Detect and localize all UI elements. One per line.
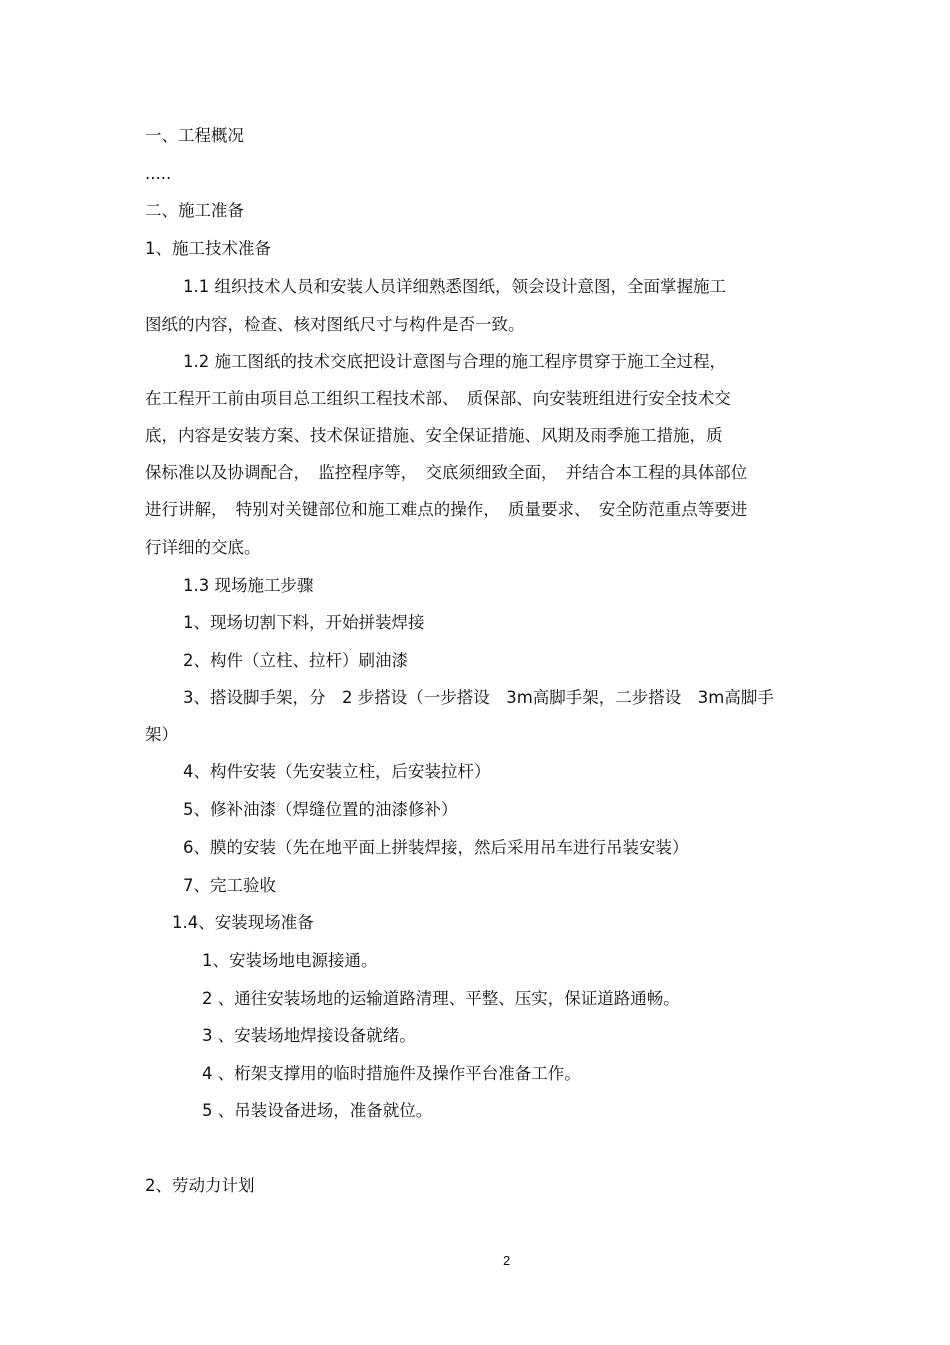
page-number: 2 — [503, 1253, 511, 1268]
ellipsis-placeholder: ..... — [145, 164, 172, 183]
step-item: 6、膜的安装（先在地平面上拼装焊接，然后采用吊车进行吊装安装） — [183, 838, 689, 857]
paragraph-line: 行详细的交底。 — [145, 538, 261, 557]
step-item: 3、搭设脚手架，分 2 步搭设（一步搭设 3m高脚手架，二步搭设 3m高脚手 — [183, 688, 774, 707]
step-item: 1、现场切割下料，开始拼装焊接 — [183, 613, 425, 632]
step-item: 4、构件安装（先安装立柱，后安装拉杆） — [183, 762, 491, 781]
list-item: 3 、安装场地焊接设备就绪。 — [202, 1026, 416, 1045]
step-item: 架） — [145, 725, 178, 744]
paragraph-line: 图纸的内容，检查、核对图纸尺寸与构件是否一致。 — [145, 315, 525, 334]
paragraph-line: 进行讲解， 特别对关键部位和施工难点的操作， 质量要求、 安全防范重点等要进 — [145, 500, 748, 519]
paragraph-line: 底，内容是安装方案、技术保证措施、安全保证措施、风期及雨季施工措施，质 — [145, 426, 723, 445]
section-heading: 一、工程概况 — [145, 126, 244, 145]
subsection-heading: 1、施工技术准备 — [145, 239, 271, 258]
list-item: 4 、桁架支撑用的临时措施件及操作平台准备工作。 — [202, 1064, 581, 1083]
subsection-heading: 1.4、安装现场准备 — [172, 913, 314, 932]
step-item: 7、完工验收 — [183, 876, 276, 895]
list-item: 5 、吊装设备进场，准备就位。 — [202, 1101, 433, 1120]
subsection-heading: 2、劳动力计划 — [145, 1176, 255, 1195]
step-item: 2、构件（立柱、拉杆）刷油漆 — [183, 651, 408, 670]
list-item: 2 、通往安装场地的运输道路清理、平整、压实，保证道路通畅。 — [202, 989, 680, 1008]
paragraph-line: 保标准以及协调配合， 监控程序等， 交底须细致全面， 并结合本工程的具体部位 — [145, 463, 748, 482]
section-heading: 二、施工准备 — [145, 201, 244, 220]
list-item: 1、安装场地电源接通。 — [202, 951, 378, 970]
step-item: 5、修补油漆（焊缝位置的油漆修补） — [183, 800, 458, 819]
subsection-heading: 1.3 现场施工步骤 — [183, 576, 314, 595]
paragraph-line: 1.1 组织技术人员和安装人员详细熟悉图纸，领会设计意图，全面掌握施工 — [183, 277, 726, 296]
paragraph-line: 在工程开工前由项目总工组织工程技术部、 质保部、向安装班组进行安全技术交 — [145, 389, 731, 408]
paragraph-line: 1.2 施工图纸的技术交底把设计意图与合理的施工程序贯穿于施工全过程， — [183, 352, 726, 371]
